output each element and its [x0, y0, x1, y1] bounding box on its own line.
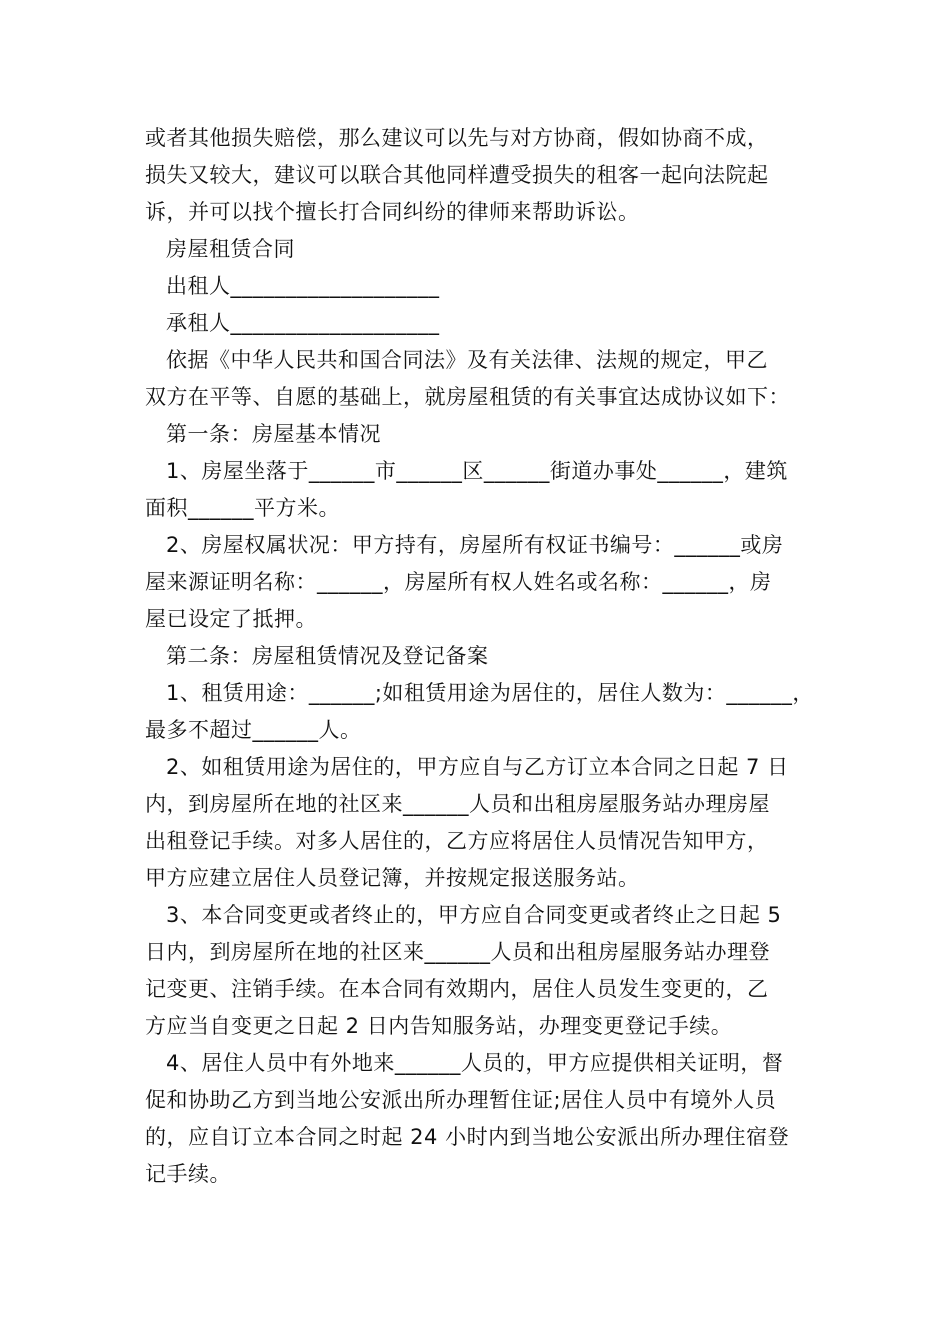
paragraph-line: 或者其他损失赔偿，那么建议可以先与对方协商，假如协商不成， — [145, 126, 769, 150]
paragraph-line: 屋已设定了抵押。 — [145, 607, 317, 631]
article-heading: 第二条：房屋租赁情况及登记备案 — [166, 644, 489, 668]
paragraph-line: 依据《中华人民共和国合同法》及有关法律、法规的规定，甲乙 — [166, 348, 768, 372]
paragraph-line: 1、房屋坐落于______市______区______街道办事处______，建筑 — [166, 459, 788, 483]
paragraph-line: 2、如租赁用途为居住的，甲方应自与乙方订立本合同之日起 7 日 — [166, 755, 789, 779]
paragraph-line: 日内，到房屋所在地的社区来______人员和出租房屋服务站办理登 — [145, 940, 770, 964]
paragraph-line: 诉，并可以找个擅长打合同纠纷的律师来帮助诉讼。 — [145, 200, 640, 224]
paragraph-line: 最多不超过______人。 — [145, 718, 362, 742]
paragraph-line: 2、房屋权属状况：甲方持有，房屋所有权证书编号：______或房 — [166, 533, 784, 557]
paragraph-line: 屋来源证明名称：______，房屋所有权人姓名或名称：______，房 — [145, 570, 772, 594]
paragraph-line: 3、本合同变更或者终止的，甲方应自合同变更或者终止之日起 5 — [166, 903, 782, 927]
paragraph-line: 出租登记手续。对多人居住的，乙方应将居住人员情况告知甲方， — [145, 829, 769, 853]
paragraph-line: 4、居住人员中有外地来______人员的，甲方应提供相关证明，督 — [166, 1051, 784, 1075]
paragraph-line: 记变更、注销手续。在本合同有效期内，居住人员发生变更的，乙 — [145, 977, 769, 1001]
paragraph-line: 促和协助乙方到当地公安派出所办理暂住证;居住人员中有境外人员 — [145, 1088, 777, 1112]
paragraph-line: 双方在平等、自愿的基础上，就房屋租赁的有关事宜达成协议如下： — [145, 385, 790, 409]
paragraph-line: 方应当自变更之日起 2 日内告知服务站，办理变更登记手续。 — [145, 1014, 733, 1038]
contract-title: 房屋租赁合同 — [166, 237, 295, 261]
lessee-field: 承租人___________________ — [166, 311, 440, 335]
paragraph-line: 内，到房屋所在地的社区来______人员和出租房屋服务站办理房屋 — [145, 792, 770, 816]
paragraph-line: 1、租赁用途：______;如租赁用途为居住的，居住人数为：______， — [166, 681, 814, 705]
lessor-field: 出租人___________________ — [166, 274, 440, 298]
paragraph-line: 损失又较大，建议可以联合其他同样遭受损失的租客一起向法院起 — [145, 163, 769, 187]
paragraph-line: 甲方应建立居住人员登记簿，并按规定报送服务站。 — [145, 866, 640, 890]
paragraph-line: 的，应自订立本合同之时起 24 小时内到当地公安派出所办理住宿登 — [145, 1125, 790, 1149]
paragraph-line: 记手续。 — [145, 1162, 231, 1186]
paragraph-line: 面积______平方米。 — [145, 496, 340, 520]
article-heading: 第一条：房屋基本情况 — [166, 422, 381, 446]
